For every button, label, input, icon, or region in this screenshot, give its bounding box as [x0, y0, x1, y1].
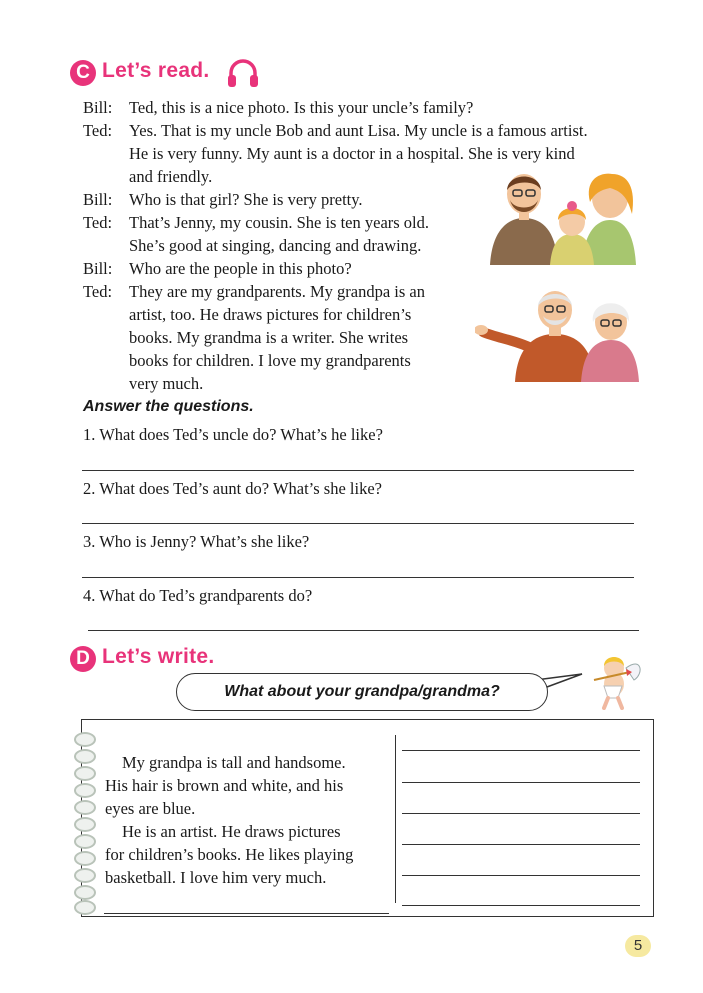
- dialogue-line: very much.: [129, 374, 204, 393]
- question-4: 4. What do Ted’s grandparents do?: [83, 586, 313, 605]
- speaker-label: Ted:: [83, 213, 113, 232]
- answer-line-4[interactable]: [88, 630, 639, 631]
- page-number: 5: [625, 935, 651, 957]
- answer-line-2[interactable]: [82, 523, 634, 524]
- dialogue-line: Who is that girl? She is very pretty.: [129, 190, 363, 209]
- speaker-label: Bill:: [83, 190, 113, 209]
- spiral-ring: [74, 749, 96, 764]
- spiral-binding: [72, 730, 102, 914]
- writing-line-4[interactable]: [402, 844, 640, 845]
- dialogue-line: books for children. I love my grandparents: [129, 351, 411, 370]
- spiral-ring: [74, 868, 96, 883]
- writing-line-3[interactable]: [402, 813, 640, 814]
- spiral-ring: [74, 783, 96, 798]
- spiral-ring: [74, 900, 96, 915]
- spiral-ring: [74, 851, 96, 866]
- spiral-ring: [74, 766, 96, 781]
- dialogue-line: He is very funny. My aunt is a doctor in a hospital. She is very kind: [129, 144, 575, 163]
- sample-underline: [104, 913, 389, 914]
- section-d-badge: D: [70, 646, 96, 672]
- question-1: 1. What does Ted’s uncle do? What’s he like?: [83, 425, 383, 444]
- dialogue-line: That’s Jenny, my cousin. She is ten years old.: [129, 213, 430, 232]
- speaker-label: Ted:: [83, 282, 113, 301]
- spiral-ring: [74, 885, 96, 900]
- sample-line: eyes are blue.: [105, 799, 196, 818]
- question-3: 3. Who is Jenny? What’s she like?: [83, 532, 310, 551]
- speaker-label: Ted:: [83, 121, 113, 140]
- dialogue-line: Yes. That is my uncle Bob and aunt Lisa. My uncle is a famous artist.: [129, 121, 588, 140]
- sample-line: basketball. I love him very much.: [105, 868, 327, 887]
- spiral-ring: [74, 817, 96, 832]
- spiral-ring: [74, 732, 96, 747]
- cupid-illustration: [590, 650, 644, 710]
- sample-line: for children’s books. He likes playing: [105, 845, 354, 864]
- speaker-label: Bill:: [83, 259, 113, 278]
- headphones-icon[interactable]: [226, 58, 260, 88]
- writing-line-2[interactable]: [402, 782, 640, 783]
- sample-line: His hair is brown and white, and his: [105, 776, 344, 795]
- dialogue-line: They are my grandparents. My grandpa is an: [129, 282, 425, 301]
- question-2: 2. What does Ted’s aunt do? What’s she like?: [83, 479, 382, 498]
- answer-line-1[interactable]: [82, 470, 634, 471]
- sample-line: My grandpa is tall and handsome.: [122, 753, 346, 772]
- speaker-label: Bill:: [83, 98, 113, 117]
- section-d-title: Let’s write.: [102, 645, 215, 668]
- writing-line-6[interactable]: [402, 905, 640, 906]
- spiral-ring: [74, 834, 96, 849]
- section-c-title: Let’s read.: [102, 59, 210, 82]
- instruction-heading: Answer the questions.: [83, 398, 254, 415]
- dialogue-line: books. My grandma is a writer. She writes: [129, 328, 409, 347]
- dialogue-line: Ted, this is a nice photo. Is this your uncle’s family?: [129, 98, 474, 117]
- writing-line-1[interactable]: [402, 750, 640, 751]
- grandparents-illustration: [475, 282, 643, 382]
- column-divider: [395, 735, 396, 903]
- dialogue-line: Who are the people in this photo?: [129, 259, 352, 278]
- section-c-badge: C: [70, 60, 96, 86]
- dialogue-line: artist, too. He draws pictures for children’s: [129, 305, 412, 324]
- spiral-ring: [74, 800, 96, 815]
- writing-line-5[interactable]: [402, 875, 640, 876]
- sample-line: He is an artist. He draws pictures: [122, 822, 341, 841]
- family-illustration: [486, 170, 636, 265]
- dialogue-line: and friendly.: [129, 167, 213, 186]
- dialogue-line: She’s good at singing, dancing and drawing.: [129, 236, 422, 255]
- answer-line-3[interactable]: [82, 577, 634, 578]
- speech-bubble: What about your grandpa/grandma?: [176, 673, 548, 711]
